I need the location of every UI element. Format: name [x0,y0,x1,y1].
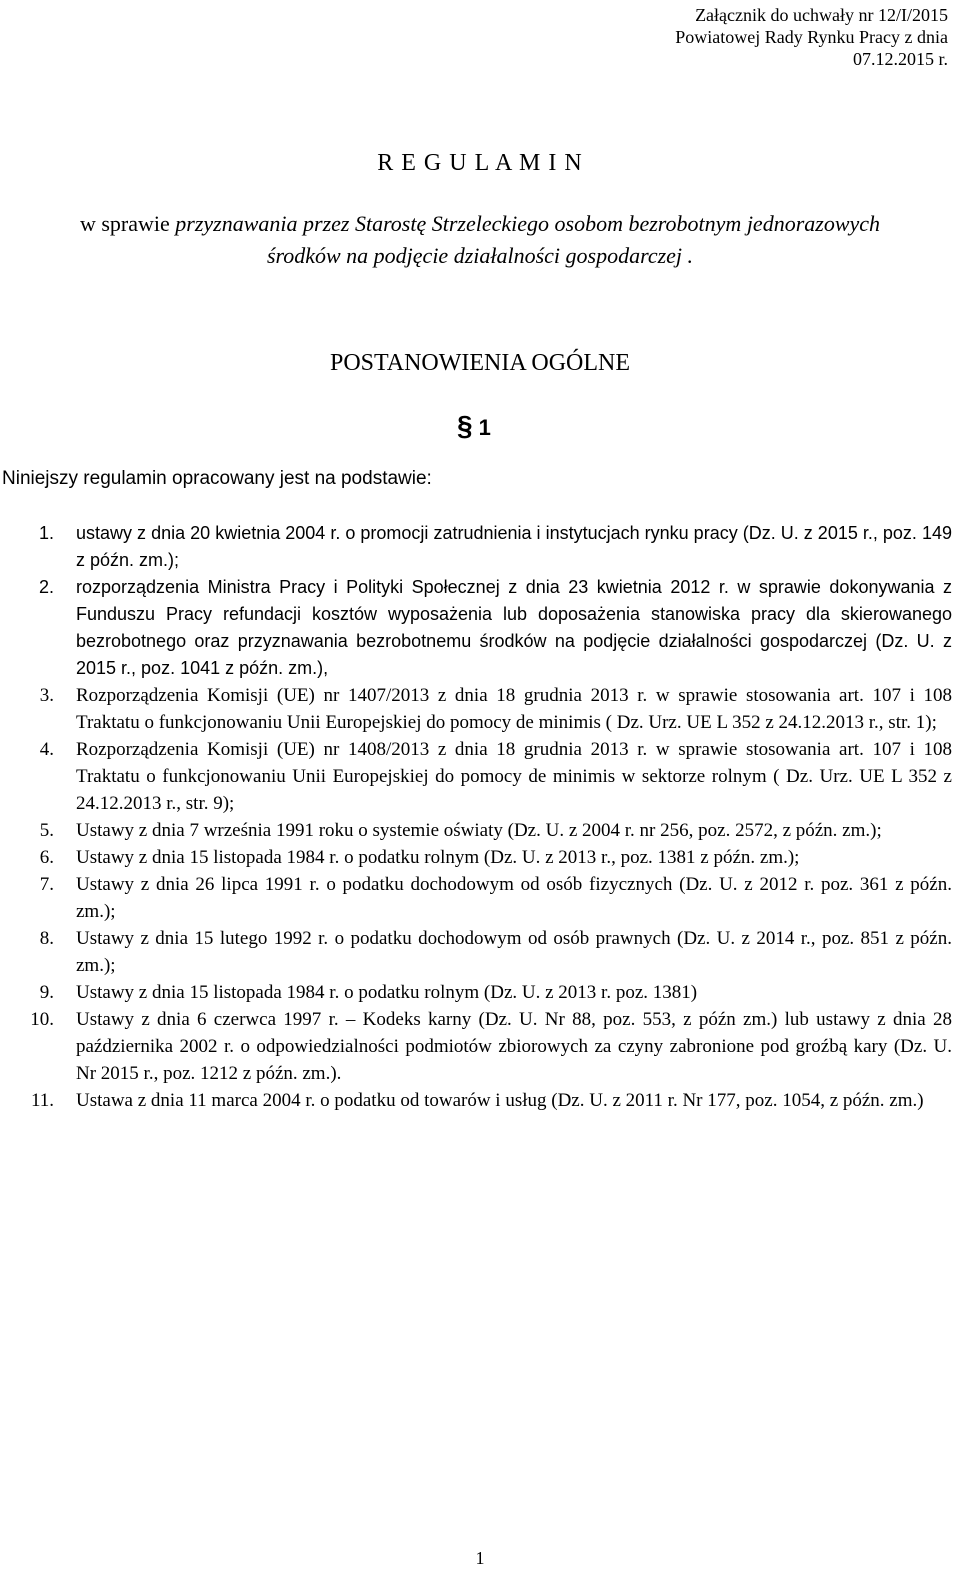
list-item [0,817,952,844]
list-item [0,979,952,1006]
list-item-text: Ustawy z dnia 6 czerwca 1997 r. – Kodeks karny (Dz. U. Nr 88, poz. 553, z późn zm.) lub ustawy z dnia 28 października 2002 r. o odpowiedzialności podmiotów zbiorowych za czyny zabronione pod groźbą kary (Dz. U. Nr 2015 r., poz. 1212 z późn. zm.). [76,1009,952,1084]
document-subtitle [0,208,960,272]
list-item-text: Ustawy z dnia 7 września 1991 roku o systemie oświaty (Dz. U. z 2004 r. nr 256, poz. 2572, z późn. zm.); [76,820,882,841]
list-item-number: 6. [39,847,54,868]
list-item-number: 10. [30,1009,54,1030]
list-item-number: 9. [39,982,54,1003]
list-item-text: Ustawy z dnia 15 listopada 1984 r. o podatku rolnym (Dz. U. z 2013 r., poz. 1381 z późn. zm.); [76,847,800,868]
annex-line-2: Powiatowej Rady Rynku Pracy z dnia [675,27,948,47]
section-heading: POSTANOWIENIA OGÓLNE [329,350,631,376]
paragraph-symbol: § [457,410,473,441]
list-item [0,925,952,979]
list-item-number: 8. [39,928,54,949]
intro-text: Niniejszy regulamin opracowany jest na podstawie: [2,468,432,489]
subtitle-line-1: przyznawania przez Starostę Strzeleckiego osobom bezrobotnym jednorazowych [175,211,881,236]
list-item [0,844,952,871]
list-item-number: 5. [39,820,54,841]
subtitle-lead: w sprawie [79,211,170,236]
list-item-text: Ustawy z dnia 26 lipca 1991 r. o podatku dochodowym od osób fizycznych (Dz. U. z 2012 r. poz. 361 z późn. zm.); [76,874,952,922]
list-item [0,736,952,817]
document-title: R E G U L A M I N [377,150,583,176]
list-item [0,682,952,736]
list-item [0,574,952,682]
legal-basis-list [0,520,952,1114]
list-item-number: 11. [30,1090,54,1111]
list-item [0,1087,952,1114]
list-item-text: Rozporządzenia Komisji (UE) nr 1407/2013 z dnia 18 grudnia 2013 r. w sprawie stosowania art. 107 i 108 Traktatu o funkcjonowaniu Unii Europejskiej do pomocy de minimis ( Dz. Urz. UE L 352 z 24.12.2013 r., str. 1); [76,685,952,733]
list-item-text: rozporządzenia Ministra Pracy i Polityki Społecznej z dnia 23 kwietnia 2012 r. w sprawie dokonywania z Funduszu Pracy refundacji kosztów wyposażenia lub doposażenia stanowiska pracy dla skierowanego bezrobotnego oraz przyznawania bezrobotnemu środków na podjęcie działalności gospodarczej (Dz. U. z 2015 r., poz. 1041 z późn. zm.), [76,577,952,678]
annex-note [675,4,948,70]
list-item-number: 3. [39,685,54,706]
list-item-number: 7. [39,874,54,895]
subtitle-line-2: środków na podjęcie działalności gospodarczej . [266,243,694,268]
list-item-text: Ustawy z dnia 15 lutego 1992 r. o podatku dochodowym od osób prawnych (Dz. U. z 2014 r., poz. 851 z późn. zm.); [76,928,952,976]
list-item-text: Ustawy z dnia 15 listopada 1984 r. o podatku rolnym (Dz. U. z 2013 r. poz. 1381) [76,982,698,1003]
list-item-number: 1. [38,523,54,543]
paragraph-number: 1 [478,415,491,440]
annex-line-1: Załącznik do uchwały nr 12/I/2015 [695,5,948,25]
paragraph-mark [457,410,491,442]
list-item-number: 4. [39,739,54,760]
page-number: 1 [475,1548,485,1568]
list-item-text: Rozporządzenia Komisji (UE) nr 1408/2013 z dnia 18 grudnia 2013 r. w sprawie stosowania art. 107 i 108 Traktatu o funkcjonowaniu Unii Europejskiej do pomocy de minimis w sektorze rolnym ( Dz. Urz. UE L 352 z 24.12.2013 r., str. 9); [76,739,952,814]
list-item [0,1006,952,1087]
list-item-text: ustawy z dnia 20 kwietnia 2004 r. o promocji zatrudnienia i instytucjach rynku pracy (Dz. U. z 2015 r., poz. 149 z późn. zm.); [76,523,952,570]
annex-line-3: 07.12.2015 r. [852,49,948,69]
list-item-number: 2. [38,577,54,597]
list-item [0,520,952,574]
list-item [0,871,952,925]
list-item-text: Ustawa z dnia 11 marca 2004 r. o podatku od towarów i usług (Dz. U. z 2011 r. Nr 177, poz. 1054, z późn. zm.) [76,1090,924,1111]
